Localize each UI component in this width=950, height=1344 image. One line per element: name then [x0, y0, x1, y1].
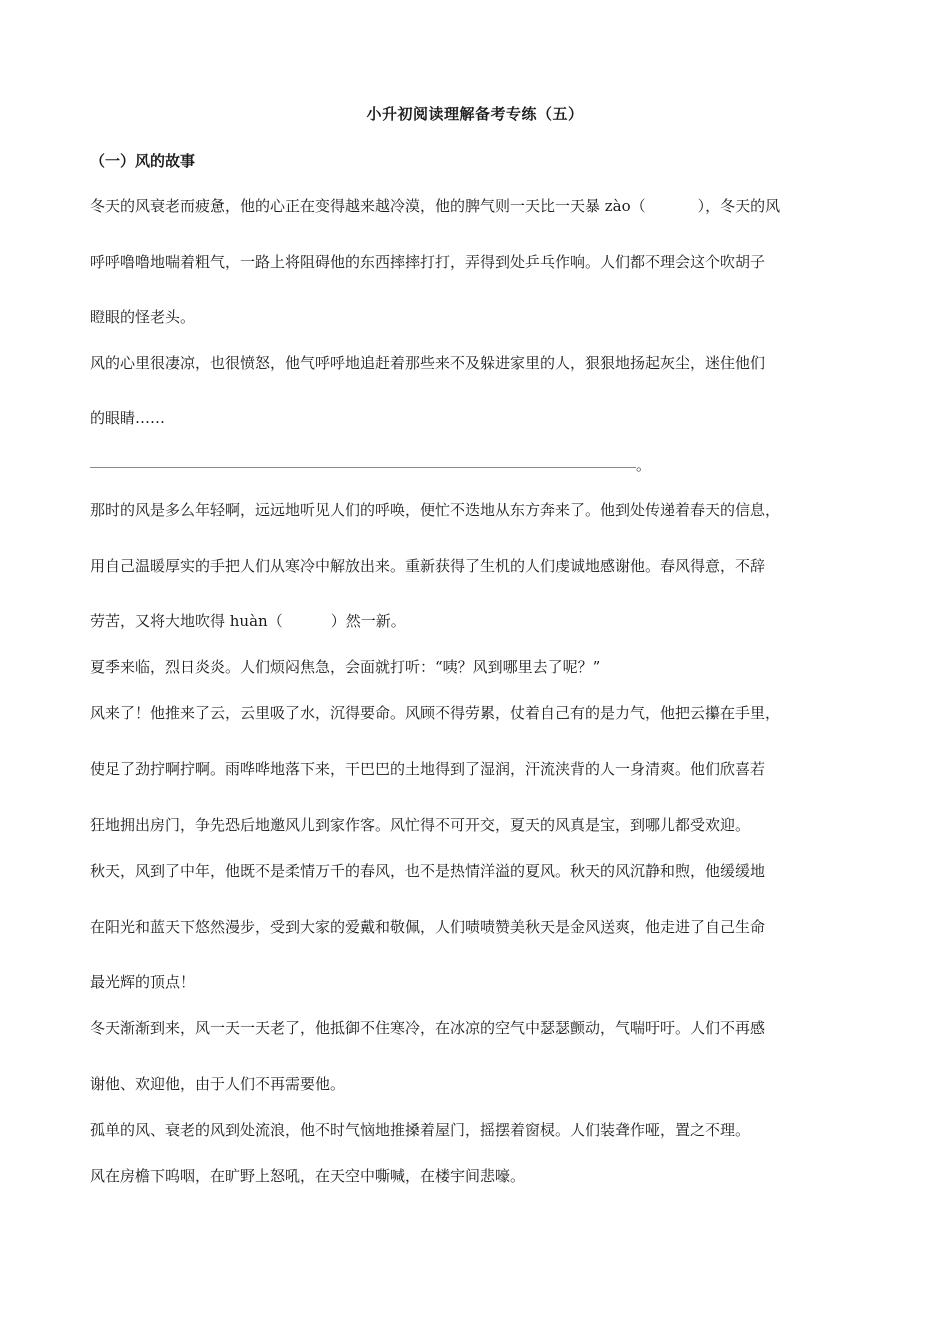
section-heading: （一）风的故事 — [90, 152, 196, 170]
paragraph-line: 风来了！他推来了云，云里吸了水，沉得要命。风顾不得劳累，仗着自己有的是力气，他把云攥在手里， — [90, 704, 781, 722]
paragraph-line: 狂地拥出房门，争先恐后地邀风儿到家作客。风忙得不可开交，夏天的风真是宝，到哪儿都受欢迎。 — [90, 816, 751, 834]
text-segment: 冬天的风衰老而疲惫，他的心正在变得越来越冷漠，他的脾气则一天比一天暴 zào（ — [90, 197, 646, 215]
text-segment: ），冬天的风 — [697, 197, 781, 215]
paragraph-line — [90, 611, 406, 631]
answer-line-period: 。 — [636, 456, 652, 474]
paragraph-line: 秋天，风到了中年，他既不是柔情万千的春风，也不是热情洋溢的夏风。秋天的风沉静和煦，他缓缓地 — [90, 862, 766, 880]
paragraph-line: 冬天渐渐到来，风一天一天老了，他抵御不住寒冷，在冰凉的空气中瑟瑟颤动，气喘吁吁。人们不再感 — [90, 1019, 766, 1037]
paragraph-line: 风的心里很凄凉，也很愤怒，他气呼呼地追赶着那些来不及躲进家里的人，狠狠地扬起灰尘，迷住他们 — [90, 354, 766, 372]
paragraph-line: 最光辉的顶点！ — [90, 973, 196, 991]
paragraph-line: 使足了劲拧啊拧啊。雨哗哗地落下来，干巴巴的土地得到了湿润，汗流浃背的人一身清爽。他们欣喜若 — [90, 760, 766, 778]
text-segment: ）然一新。 — [330, 612, 406, 630]
document-title: 小升初阅读理解备考专练（五） — [366, 105, 584, 123]
paragraph-line: 在阳光和蓝天下悠然漫步，受到大家的爱戴和敬佩，人们啧啧赞美秋天是金风送爽，他走进了自己生命 — [90, 918, 766, 936]
paragraph-line — [90, 196, 780, 216]
paragraph-line: 夏季来临，烈日炎炎。人们烦闷焦急，会面就打听：“咦？风到哪里去了呢？” — [90, 658, 601, 676]
paragraph-line: 孤单的风、衰老的风到处流浪，他不时气恼地推搡着屋门，摇摆着窗棂。人们装聋作哑，置之不理。 — [90, 1121, 751, 1139]
paragraph-line: 呼呼噜噜地喘着粗气，一路上将阻碍他的东西摔摔打打，弄得到处乒乓作响。人们都不理会这个吹胡子 — [90, 253, 766, 271]
paragraph-line: 谢他、欢迎他，由于人们不再需要他。 — [90, 1075, 346, 1093]
answer-blank-line — [90, 457, 636, 468]
paragraph-line: 的眼睛…… — [90, 409, 166, 427]
paragraph-line: 瞪眼的怪老头。 — [90, 308, 196, 326]
text-segment: 劳苦，又将大地吹得 huàn（ — [90, 612, 283, 630]
paragraph-line: 风在房檐下呜咽，在旷野上怒吼，在天空中嘶喊，在楼宇间悲嚎。 — [90, 1167, 526, 1185]
paragraph-line: 那时的风是多么年轻啊，远远地听见人们的呼唤，便忙不迭地从东方奔来了。他到处传递着春天的信息， — [90, 501, 781, 519]
paragraph-line: 用自己温暖厚实的手把人们从寒冷中解放出来。重新获得了生机的人们虔诚地感谢他。春风得意，不辞 — [90, 557, 766, 575]
